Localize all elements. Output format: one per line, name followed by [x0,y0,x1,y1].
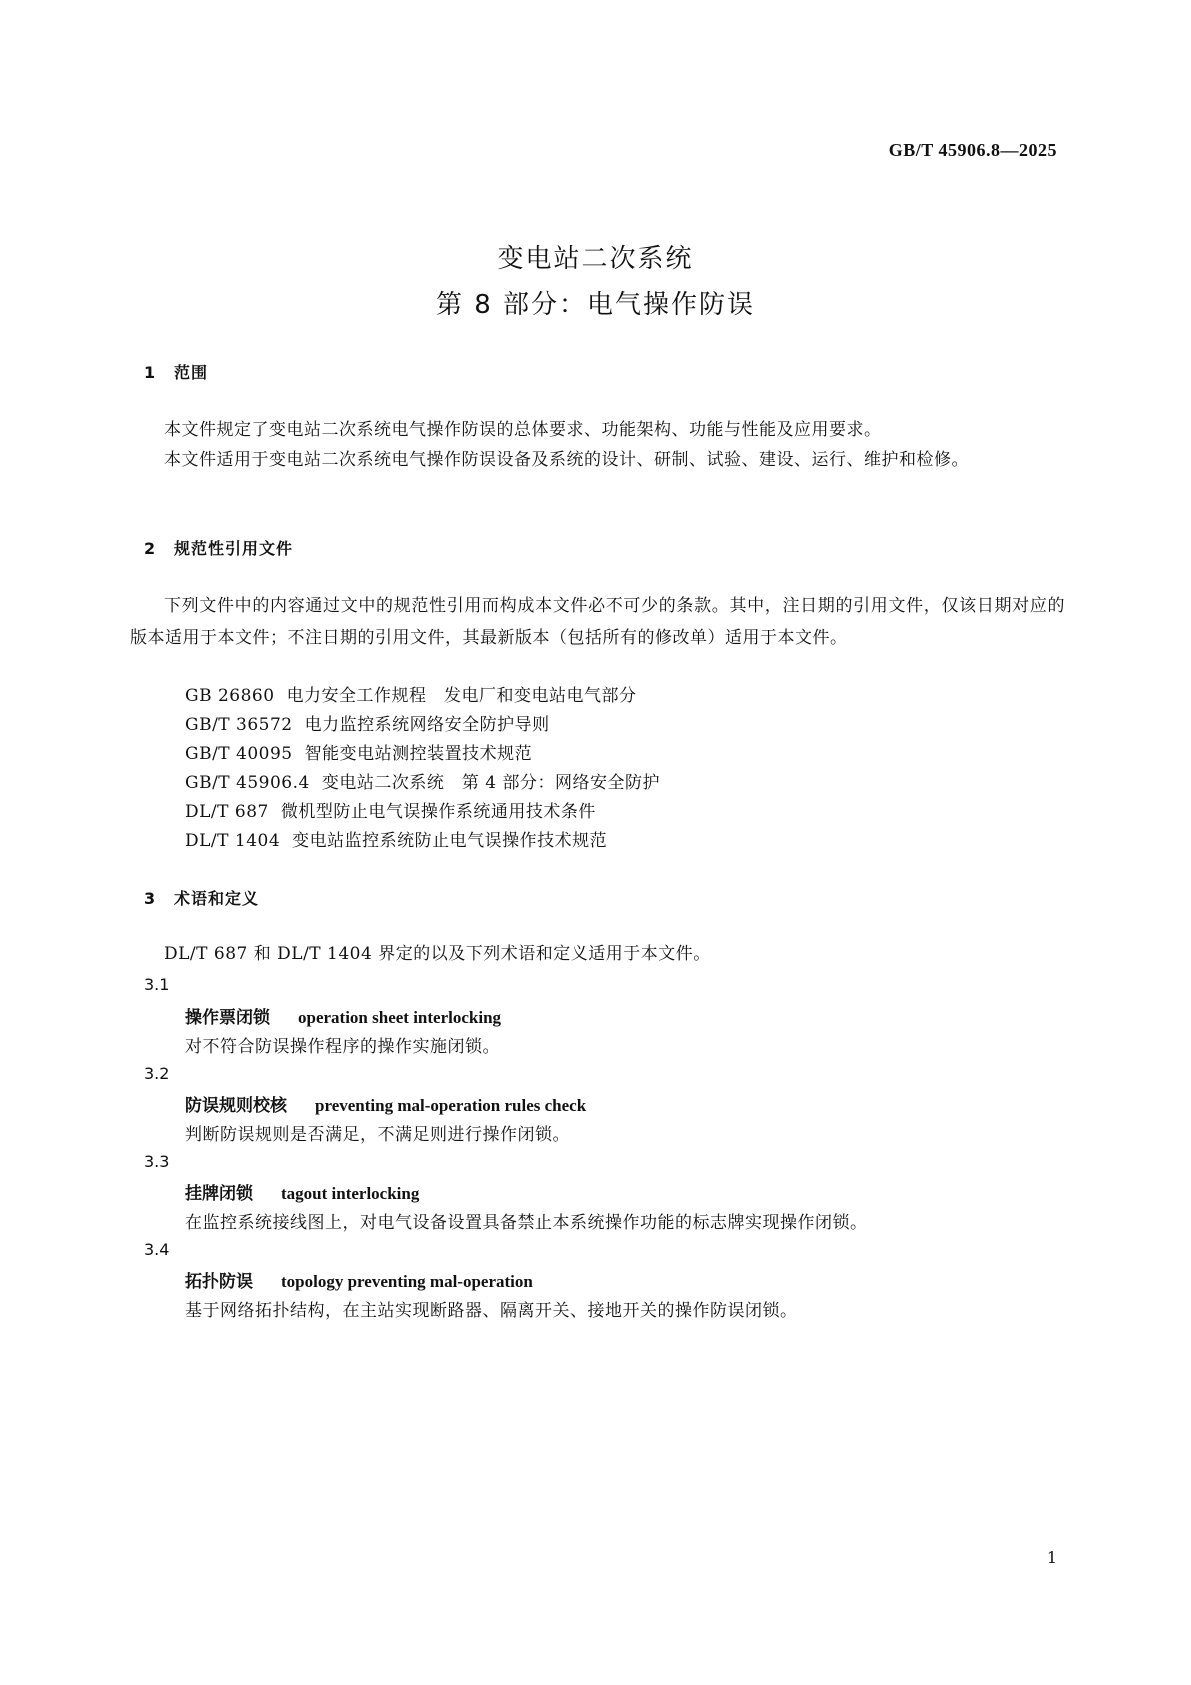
reference-title: 智能变电站测控装置技术规范 [304,744,533,764]
term-definition: 在监控系统接线图上，对电气设备设置具备禁止本系统操作功能的标志牌实现操作闭锁。 [185,1213,868,1233]
section-number: 1 [144,363,157,382]
term-definition: 基于网络拓扑结构，在主站实现断路器、隔离开关、接地开关的操作防误闭锁。 [185,1301,798,1321]
document-title [0,236,1191,328]
term-number: 3.4 [144,1240,170,1259]
section-1-heading [144,360,208,383]
section-3-intro: DL/T 687 和 DL/T 1404 界定的以及下列术语和定义适用于本文件。 [164,944,711,964]
reference-code: GB/T 45906.4 [185,773,310,793]
term-number: 3.2 [144,1064,170,1083]
term-name [185,1179,419,1204]
term-name-zh: 拓扑防误 [185,1272,253,1292]
reference-code: GB/T 36572 [185,715,293,735]
term-definition: 判断防误规则是否满足，不满足则进行操作闭锁。 [185,1125,570,1145]
reference-code: GB 26860 [185,686,275,706]
section-2-intro: 下列文件中的内容通过文中的规范性引用而构成本文件必不可少的条款。其中，注日期的引用文件，仅该日期对应的版本适用于本文件；不注日期的引用文件，其最新版本（包括所有的修改单）适用于本文件。 [130,596,1065,648]
reference-item [185,739,532,764]
reference-item [185,797,596,822]
reference-code: DL/T 687 [185,802,269,822]
reference-item [185,768,660,793]
reference-item [185,826,607,851]
title-line-1: 变电站二次系统 [497,244,694,274]
term-name [185,1003,501,1028]
reference-title: 电力监控系统网络安全防护导则 [304,715,550,735]
section-number: 3 [144,889,157,908]
section-1-paragraph-2: 本文件适用于变电站二次系统电气操作防误设备及系统的设计、研制、试验、建设、运行、维护和检修。 [164,450,969,470]
standard-code: GB/T 45906.8—2025 [888,140,1057,160]
reference-code: GB/T 40095 [185,744,293,764]
reference-item [185,681,637,706]
section-title: 规范性引用文件 [174,539,294,558]
term-number: 3.3 [144,1152,170,1171]
term-name [185,1091,586,1116]
term-name-en: tagout interlocking [281,1184,420,1203]
term-name-en: topology preventing mal-operation [281,1272,533,1291]
section-title: 术语和定义 [174,889,260,908]
reference-title: 微机型防止电气误操作系统通用技术条件 [280,802,596,822]
reference-code: DL/T 1404 [185,831,281,851]
section-number: 2 [144,539,157,558]
reference-title: 变电站二次系统 第 4 部分：网络安全防护 [321,773,660,793]
term-definition: 对不符合防误操作程序的操作实施闭锁。 [185,1037,500,1057]
term-name-en: operation sheet interlocking [298,1008,502,1027]
term-name [185,1267,533,1292]
title-line-2: 第 8 部分：电气操作防误 [435,290,756,320]
term-number: 3.1 [144,975,170,994]
term-name-en: preventing mal-operation rules check [315,1096,587,1115]
term-name-zh: 挂牌闭锁 [185,1184,253,1204]
section-title: 范围 [174,363,209,382]
section-1-paragraph-1: 本文件规定了变电站二次系统电气操作防误的总体要求、功能架构、功能与性能及应用要求。 [164,420,882,440]
reference-item [185,710,550,735]
page-number: 1 [1046,1548,1057,1567]
section-2-heading [144,536,293,559]
term-name-zh: 防误规则校核 [185,1096,287,1116]
reference-title: 变电站监控系统防止电气误操作技术规范 [292,831,608,851]
reference-title: 电力安全工作规程 发电厂和变电站电气部分 [286,686,637,706]
term-name-zh: 操作票闭锁 [185,1008,270,1028]
section-3-heading [144,886,259,909]
